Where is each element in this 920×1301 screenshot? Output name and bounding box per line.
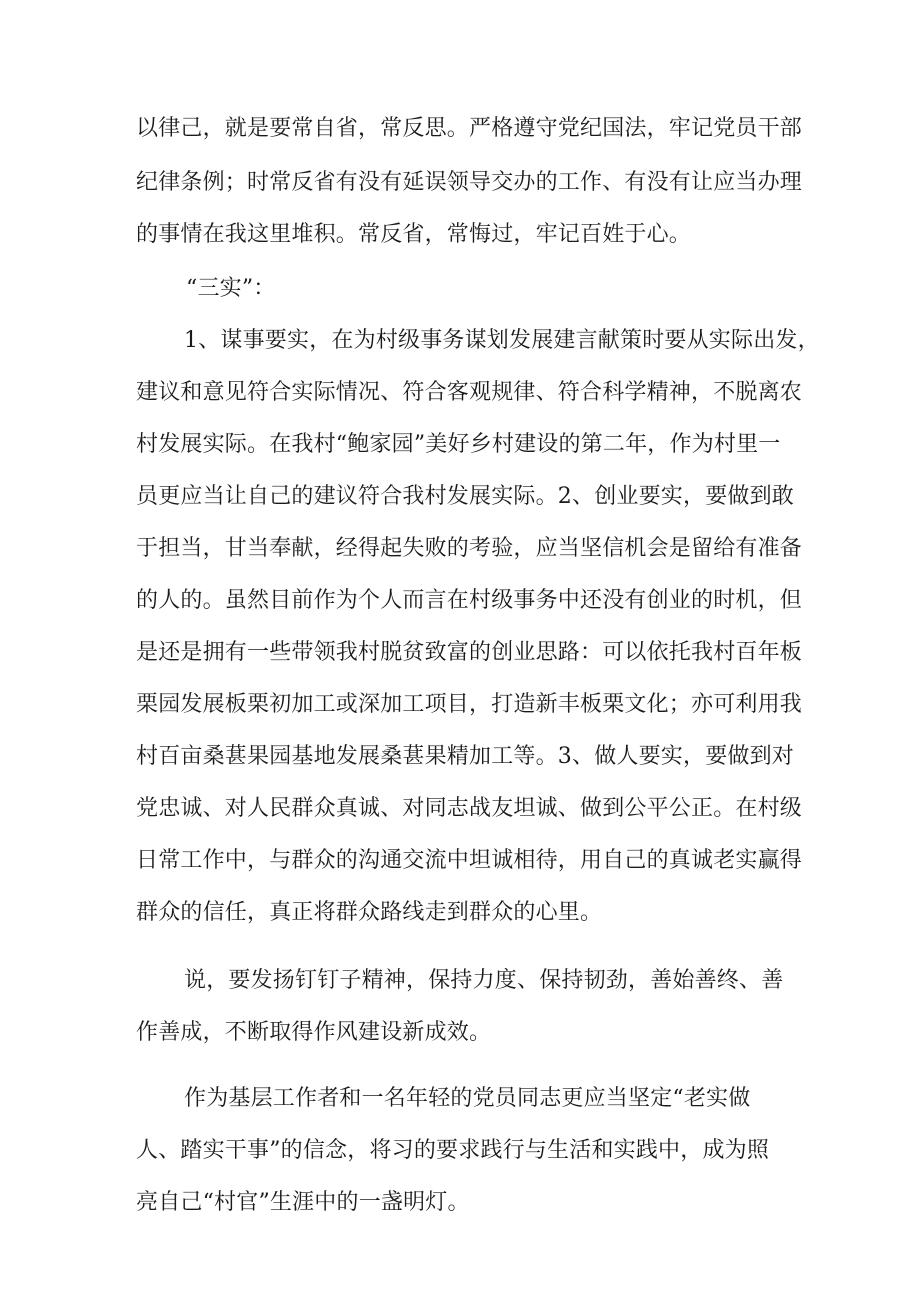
text-line: 党忠诚、对人民群众真诚、对同志战友坦诚、做到公平公正。在村级 <box>136 796 803 821</box>
text-line: 于担当，甘当奉献，经得起失败的考验，应当坚信机会是留给有准备 <box>136 536 803 561</box>
text-line: 说，要发扬钉钉子精神，保持力度、保持韧劲，善始善终、善 <box>184 968 784 993</box>
text-line: 作为基层工作者和一名年轻的党员同志更应当坚定“老实做 <box>184 1086 751 1111</box>
text-line: 1、谋事要实，在为村级事务谋划发展建言献策时要从实际出发， <box>184 328 820 353</box>
text-line: 以律己，就是要常自省，常反思。严格遵守党纪国法，牢记党员干部 <box>136 116 803 141</box>
text-line: 建议和意见符合实际情况、符合客观规律、符合科学精神，不脱离农 <box>136 380 803 405</box>
text-line: 群众的信任，真正将群众路线走到群众的心里。 <box>136 900 603 925</box>
text-line: 人、踏实干事”的信念，将习的要求践行与生活和实践中，成为照 <box>136 1138 770 1163</box>
text-line: 栗园发展板栗初加工或深加工项目，打造新丰板栗文化；亦可利用我 <box>136 692 803 717</box>
text-line: 的事情在我这里堆积。常反省，常悔过，牢记百姓于心。 <box>136 222 692 247</box>
text-line: 是还是拥有一些带领我村脱贫致富的创业思路：可以依托我村百年板 <box>136 640 803 665</box>
text-line: 作善成，不断取得作风建设新成效。 <box>136 1020 492 1045</box>
text-line: 的人的。虽然目前作为个人而言在村级事务中还没有创业的时机，但 <box>136 588 803 613</box>
section-heading: “三实”： <box>186 276 276 301</box>
text-line: 纪律条例；时常反省有没有延误领导交办的工作、有没有让应当办理 <box>136 170 803 195</box>
text-line: 日常工作中，与群众的沟通交流中坦诚相待，用自己的真诚老实赢得 <box>136 848 803 873</box>
text-line: 亮自己“村官”生涯中的一盏明灯。 <box>136 1190 470 1215</box>
text-line: 村发展实际。在我村“鲍家园”美好乡村建设的第二年，作为村里一 <box>136 432 781 457</box>
text-line: 员更应当让自己的建议符合我村发展实际。2、创业要实，要做到敢 <box>136 484 794 509</box>
text-line: 村百亩桑葚果园基地发展桑葚果精加工等。3、做人要实，要做到对 <box>136 744 794 769</box>
